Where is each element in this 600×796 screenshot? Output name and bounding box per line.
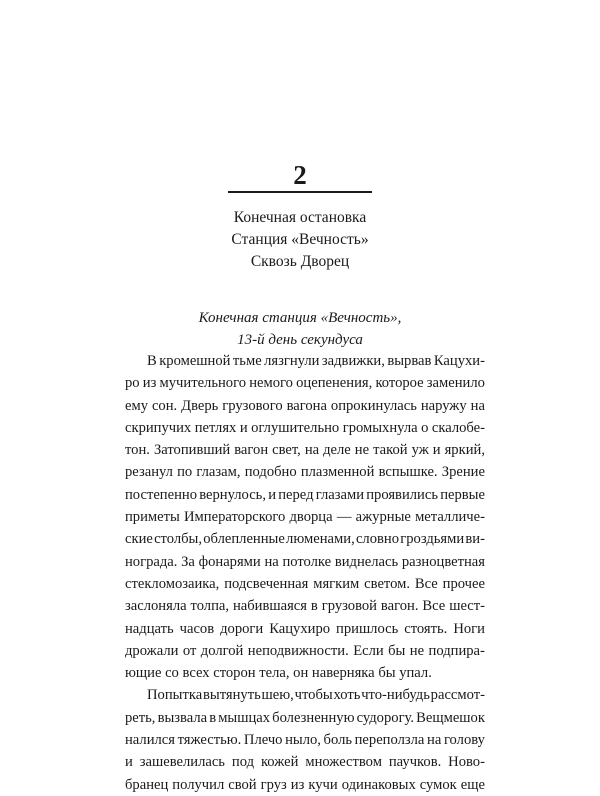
- word: Затопивший: [153, 442, 231, 459]
- word: Если: [353, 642, 384, 659]
- word: глазам,: [196, 464, 241, 481]
- word: вспышке.: [378, 464, 438, 481]
- text-line: [125, 484, 485, 506]
- word: дворца: [289, 509, 333, 526]
- word: груз: [260, 776, 287, 793]
- word: на: [264, 553, 279, 570]
- word: плазменной: [300, 464, 375, 481]
- word: мышцах: [218, 709, 271, 726]
- text-line: [125, 439, 485, 461]
- word: не: [354, 442, 370, 459]
- word: нограда.: [125, 553, 178, 570]
- text-line: [125, 350, 485, 372]
- word: о: [421, 419, 429, 436]
- word: словно: [355, 531, 400, 548]
- word: ажурные: [355, 509, 411, 526]
- word: Ново-: [448, 754, 485, 771]
- word: облепленные: [203, 531, 285, 548]
- word: столбы,: [154, 531, 203, 548]
- word: металличе-: [415, 509, 485, 526]
- word: еще: [460, 776, 485, 793]
- body-text: [125, 350, 485, 796]
- word: ныло,: [285, 732, 321, 749]
- word: тон.: [125, 442, 150, 459]
- word: в: [310, 598, 318, 615]
- word: гроздьями: [400, 531, 465, 548]
- word: одинаковых: [341, 776, 416, 793]
- word: лязгнули: [264, 353, 320, 369]
- word: налился: [125, 732, 175, 749]
- word: по: [177, 464, 193, 481]
- word: наружу: [420, 397, 467, 414]
- word: проявились: [366, 486, 438, 503]
- word: светом.: [364, 575, 411, 592]
- word: всех: [182, 665, 214, 682]
- word: Плечо: [243, 732, 283, 749]
- word: потолке: [282, 553, 332, 570]
- epigraph: [0, 307, 600, 351]
- word: кромешной: [159, 353, 231, 369]
- word: стоять.: [404, 620, 448, 637]
- word: вагон: [234, 442, 269, 459]
- text-line: [125, 461, 485, 483]
- chapter-subtitle-line: Сквозь Дворец: [250, 253, 350, 270]
- word: заменило: [426, 375, 485, 392]
- word: Все: [422, 598, 446, 615]
- chapter-subtitle-line: Конечная остановка: [233, 209, 367, 226]
- text-line: [125, 573, 485, 595]
- text-line: [125, 506, 485, 528]
- text-line: [125, 395, 485, 417]
- text-line: [125, 729, 485, 751]
- word: судорогу.: [356, 709, 415, 726]
- word: наверняка: [311, 665, 379, 682]
- word: реть,: [125, 709, 156, 726]
- word: За: [181, 553, 195, 570]
- word: и: [239, 419, 248, 436]
- word: прочее: [442, 575, 485, 592]
- epigraph-line: 13-й день секундуса: [237, 332, 363, 348]
- text-line: [125, 662, 485, 684]
- word: сторон: [213, 665, 260, 682]
- word: что-нибудь: [361, 687, 430, 704]
- text-line: [125, 528, 485, 550]
- word: Попытка: [147, 687, 203, 704]
- word: надцать: [125, 620, 174, 637]
- word: виднелась: [334, 553, 399, 570]
- word: болезненную: [272, 709, 355, 726]
- word: вагона: [286, 397, 327, 414]
- word: не: [409, 642, 425, 659]
- text-line: [125, 774, 485, 796]
- word: тяжестью.: [177, 732, 242, 749]
- word: Императорского: [184, 509, 286, 526]
- word: петлях: [194, 419, 237, 436]
- word: грузовой: [321, 598, 377, 615]
- word: вырвав: [387, 353, 432, 369]
- word: паучков.: [388, 754, 442, 771]
- text-line: [125, 707, 485, 729]
- word: уж: [411, 442, 429, 459]
- epigraph-line: Конечная станция «Вечность»,: [198, 310, 402, 326]
- word: он: [293, 665, 312, 682]
- word: вытянуть: [203, 687, 261, 704]
- word: первые: [440, 486, 485, 503]
- word: ющие: [125, 665, 166, 682]
- word: толпа,: [190, 598, 230, 615]
- word: грузового: [222, 397, 283, 414]
- chapter-subtitle-line: Станция «Вечность»: [231, 231, 369, 248]
- word: вызвала: [157, 709, 208, 726]
- word: получил: [172, 776, 225, 793]
- word: оцепенения,: [296, 375, 373, 392]
- chapter-heading: [0, 207, 600, 273]
- word: дрожали: [125, 642, 179, 659]
- word: неподвижности.: [247, 642, 349, 659]
- word: скалобе-: [431, 419, 485, 436]
- word: часов: [179, 620, 215, 637]
- word: Вещмешок: [416, 709, 485, 726]
- word: зашевелилась: [139, 754, 225, 771]
- chapter-divider: [228, 191, 372, 193]
- word: набившаяся: [232, 598, 307, 615]
- word: мягким: [313, 575, 360, 592]
- word: деле: [323, 442, 351, 459]
- word: из: [142, 375, 157, 392]
- word: в: [209, 709, 217, 726]
- word: стекломозаика,: [125, 575, 220, 592]
- word: ему: [125, 397, 149, 414]
- word: вернулось,: [199, 486, 266, 503]
- word: и: [125, 754, 133, 771]
- word: переползла: [354, 732, 425, 749]
- text-line: [125, 372, 485, 394]
- word: и: [432, 442, 441, 459]
- word: упал.: [399, 665, 432, 682]
- word: шею,: [261, 687, 294, 704]
- word: скрипучих: [125, 419, 192, 436]
- word: от: [182, 642, 197, 659]
- word: тела,: [259, 665, 294, 682]
- text-line: [125, 551, 485, 573]
- word: бы: [388, 642, 406, 659]
- word: и: [268, 486, 277, 503]
- word: яркий,: [444, 442, 485, 459]
- word: люменами,: [286, 531, 355, 548]
- word: Кацухи-: [433, 353, 485, 369]
- word: Дверь: [181, 397, 219, 414]
- text-line: [125, 640, 485, 662]
- word: Кацухиро: [269, 620, 331, 637]
- word: Ноги: [453, 620, 485, 637]
- word: которое: [375, 375, 424, 392]
- word: рассмот-: [430, 687, 485, 704]
- word: фонарями: [198, 553, 261, 570]
- word: Все: [414, 575, 438, 592]
- word: опрокинулась: [330, 397, 417, 414]
- word: мучительного: [159, 375, 247, 392]
- word: подпира-: [428, 642, 485, 659]
- word: пришлось: [336, 620, 399, 637]
- word: шест-: [449, 598, 485, 615]
- word: свой: [228, 776, 257, 793]
- word: подобно: [244, 464, 297, 481]
- word: постепенно: [125, 486, 198, 503]
- word: под: [231, 754, 255, 771]
- text-line: [125, 595, 485, 617]
- word: кожей: [260, 754, 299, 771]
- word: перед: [278, 486, 314, 503]
- word: резанул: [125, 464, 173, 481]
- word: сон.: [151, 397, 178, 414]
- text-line: [125, 618, 485, 640]
- word: задвижки,: [321, 353, 385, 369]
- word: громыхнула: [342, 419, 418, 436]
- word: ро: [125, 375, 140, 392]
- word: со: [165, 665, 183, 682]
- word: В: [147, 353, 157, 369]
- word: тьме: [232, 353, 262, 369]
- word: разноцветная: [401, 553, 485, 570]
- word: вагон.: [380, 598, 419, 615]
- word: немого: [249, 375, 293, 392]
- word: глазами: [315, 486, 365, 503]
- word: ви-: [465, 531, 485, 548]
- word: на: [304, 442, 320, 459]
- word: боль: [323, 732, 353, 749]
- word: голову: [443, 732, 485, 749]
- word: бы: [378, 665, 400, 682]
- word: подсвеченная: [224, 575, 309, 592]
- word: на: [470, 397, 485, 414]
- word: Зрение: [441, 464, 485, 481]
- word: долгой: [200, 642, 244, 659]
- word: бранец: [125, 776, 169, 793]
- word: оглушительно: [251, 419, 340, 436]
- word: кучи: [308, 776, 338, 793]
- word: на: [427, 732, 442, 749]
- word: сумок: [419, 776, 457, 793]
- text-line: [125, 417, 485, 439]
- text-line: [125, 684, 485, 706]
- chapter-number: 2: [293, 160, 307, 190]
- word: чтобы: [294, 687, 333, 704]
- word: ские: [125, 531, 153, 548]
- word: множеством: [305, 754, 382, 771]
- word: из: [290, 776, 305, 793]
- word: хоть: [333, 687, 361, 704]
- word: —: [336, 509, 352, 526]
- word: дороги: [220, 620, 264, 637]
- word: свет,: [272, 442, 301, 459]
- word: заслоняла: [125, 598, 187, 615]
- word: приметы: [125, 509, 180, 526]
- text-line: [125, 751, 485, 773]
- word: такой: [373, 442, 408, 459]
